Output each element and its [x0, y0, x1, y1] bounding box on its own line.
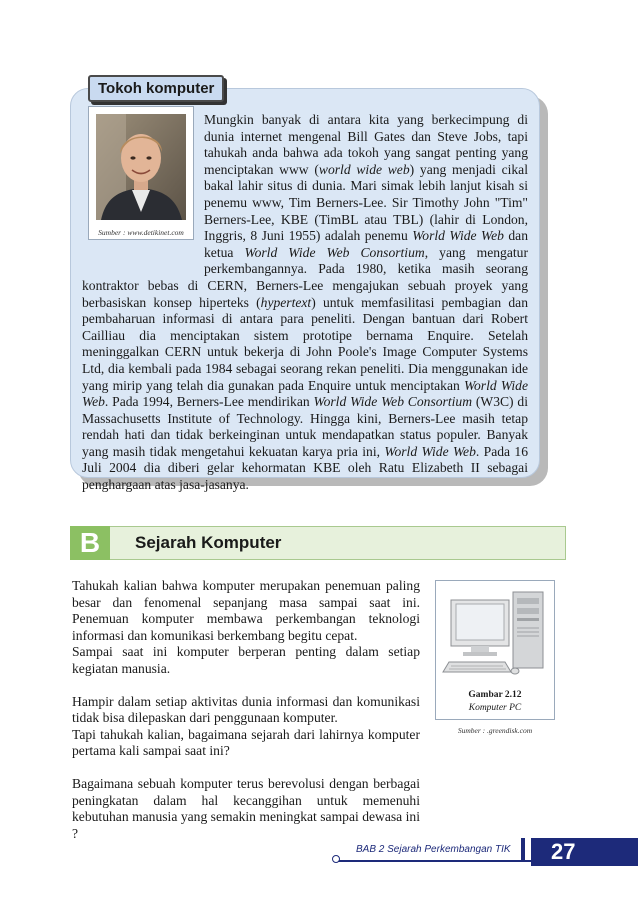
- body-paragraph: Sampai saat ini komputer berperan penting dalam setiap kegiatan manusia.: [72, 644, 420, 676]
- tokoh-text-run: World Wide Web Consortium: [313, 394, 473, 410]
- footer-chapter-number: BAB 2: [356, 844, 385, 855]
- tokoh-text-run: . Pada 16 Juli 2004 dia diberi gelar kehormatan KBE oleh Ratu Elizabeth II sebagai penghargaan atas jasa-jasanya.: [82, 443, 528, 493]
- body-paragraph: Tapi tahukah kalian, bagaimana sejarah dari lahirnya komputer pertama kali sampai saat ini?: [72, 726, 420, 759]
- tokoh-text-run: World Wide Web: [384, 443, 476, 459]
- tokoh-text-run: . Pada 1994, Berners-Lee mendirikan: [104, 394, 314, 410]
- figure-source: Sumber : .greendisk.com: [457, 726, 533, 735]
- tokoh-text-run: World Wide Web: [412, 228, 504, 244]
- computer-pc-image: [441, 588, 549, 676]
- tokoh-text-run: Mungkin banyak di antara kita yang berkecimpung di dunia internet mengenal Bill Gates dan Steve Jobs, tapi tahukah anda bahwa ada tokoh yang sangat penting yang menciptakan www (: [204, 112, 528, 177]
- tokoh-text-run: dan ketua: [204, 228, 528, 260]
- body-paragraph: Bagaimana sebuah komputer terus berevolusi dengan berbagai peningkatan dalam hal kecanggihan untuk memenuhi kebutuhan manusia yang semakin meningkat sampai dewasa ini ?: [72, 775, 420, 841]
- footer-dot-icon: [332, 855, 340, 863]
- tokoh-text-run: ) yang menjadi cikal bakal lahir situs di dunia. Mari simak lebih lanjut kisah si penemu www, Tim Berners-Lee. Sir Timothy John "Tim" Berners-Lee, KBE (TimBL atau TBL) (lahir di London, Inggris, 8 Juni 1955) adalah penemu: [204, 161, 528, 244]
- photo-source: Sumber : www.detikinet.com: [98, 228, 184, 237]
- page-number: 27: [531, 838, 638, 866]
- tokoh-text-run: World Wide Web Consortium: [244, 244, 425, 260]
- figure-label: Gambar 2.12: [468, 690, 522, 700]
- footer-chapter-title: Sejarah Perkembangan TIK: [387, 844, 511, 855]
- footer-divider: [521, 838, 525, 862]
- section-title: Sejarah Komputer: [135, 533, 282, 552]
- footer-chapter: [356, 844, 511, 855]
- tokoh-paragraph: [82, 112, 528, 494]
- section-letter: B: [70, 526, 110, 560]
- tokoh-text-run: world wide web: [318, 161, 410, 177]
- tokoh-text-run: World Wide Web: [82, 377, 528, 410]
- tokoh-text-run: hypertext: [260, 294, 312, 310]
- figure-caption: Komputer PC: [468, 703, 522, 713]
- body-paragraph: Tahukah kalian bahwa komputer merupakan penemuan paling besar dan fenomenal sepanjang masa sampai saat ini. Penemuan komputer membawa perkembangan teknologi informasi dan komunikasi berkembang begitu cepat.: [72, 578, 420, 643]
- tokoh-text-run: ) untuk memfasilitasi pembagian dan pembaharuan informasi di antara para peneliti. Dengan bantuan dari Robert Cailliau dia menciptakan sistem prototipe bernama Enquire. Setelah meninggalkan CERN untuk bekerja di John Poole's Image Computer Systems Ltd, dia kembali pada 1984 sebagai seorang rekan peneliti. Dia menggunakan ide yang mirip yang telah dia gunakan pada Enquire untuk menciptakan: [82, 294, 529, 393]
- tokoh-text-run: , yang mengatur perkembangannya. Pada 1980, ketika masih seorang kontraktor bebas di CERN, Berners-Lee mengajukan sebuah proyek yang berbasiskan konsep hiperteks (: [82, 244, 528, 310]
- tokoh-tab-label: Tokoh komputer: [88, 75, 224, 102]
- section-body: [72, 578, 420, 842]
- tokoh-text-run: (W3C) di Massachusetts Institute of Technology. Hingga kini, Berners-Lee masih tetap rendah hati dan tidak berkeinginan untuk mendapatkan status populer. Banyak yang masih tidak mengetahui kekuatan karya pria ini,: [82, 394, 528, 459]
- body-paragraph: Hampir dalam setiap aktivitas dunia informasi dan komunikasi tidak bisa dilepaskan dari penggunaan komputer.: [72, 693, 420, 726]
